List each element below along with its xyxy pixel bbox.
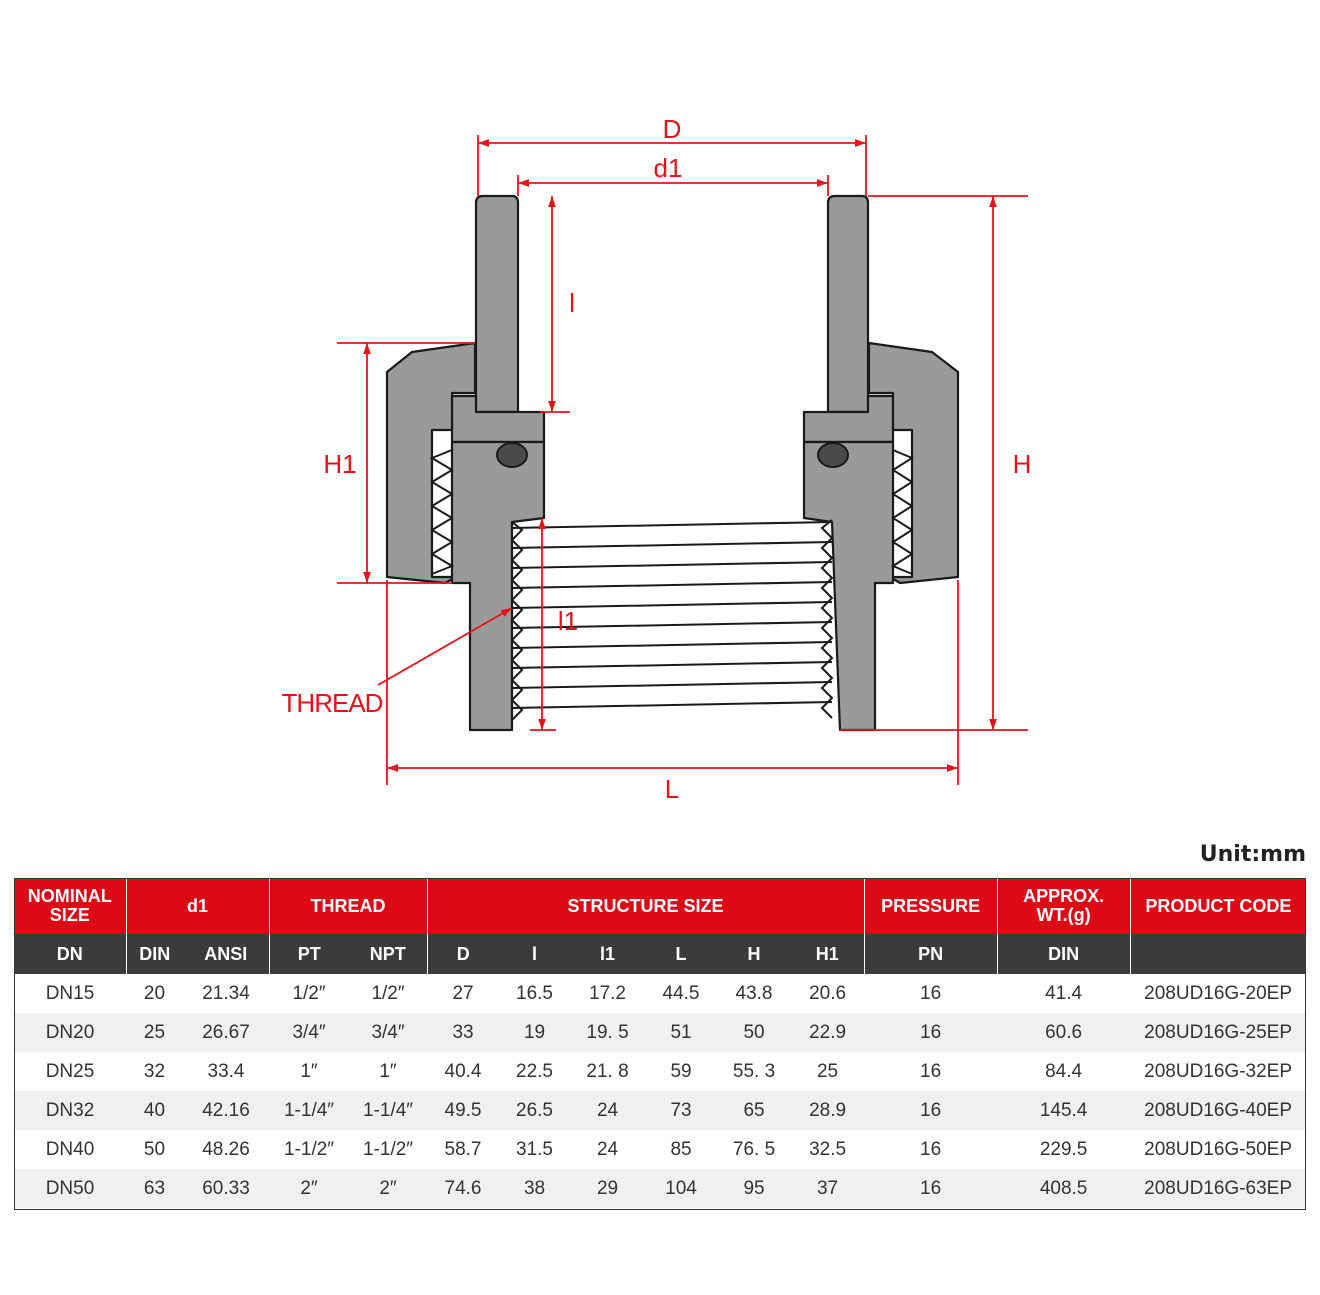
sub-header-pt: PT — [269, 934, 349, 974]
cell-din: 20 — [126, 974, 183, 1013]
cell-pt: 1-1/4″ — [269, 1091, 349, 1130]
cell-wt: 408.5 — [997, 1169, 1130, 1208]
cell-pt: 1″ — [269, 1052, 349, 1091]
sub-header-H1: H1 — [791, 934, 864, 974]
cell-H1: 28.9 — [791, 1091, 864, 1130]
cell-ansi: 33.4 — [183, 1052, 269, 1091]
label-l: l — [569, 288, 575, 318]
cell-din: 25 — [126, 1013, 183, 1052]
label-thread: THREAD — [281, 688, 383, 718]
cell-pt: 2″ — [269, 1169, 349, 1208]
cell-pn: 16 — [864, 1169, 997, 1208]
cell-L: 85 — [645, 1130, 717, 1169]
cell-wt: 41.4 — [997, 974, 1130, 1013]
cell-H: 55. 3 — [717, 1052, 791, 1091]
cell-l: 19 — [499, 1013, 570, 1052]
cell-din: 63 — [126, 1169, 183, 1208]
sub-header-D: D — [427, 934, 499, 974]
cell-pt: 1/2″ — [269, 974, 349, 1013]
table-row — [14, 974, 1306, 1013]
cell-npt: 3/4″ — [349, 1013, 427, 1052]
cell-npt: 1-1/2″ — [349, 1130, 427, 1169]
cell-L: 51 — [645, 1013, 717, 1052]
cell-D: 74.6 — [427, 1169, 499, 1208]
cell-pn: 16 — [864, 1052, 997, 1091]
cell-ansi: 26.67 — [183, 1013, 269, 1052]
cell-l: 16.5 — [499, 974, 570, 1013]
unit-label: Unit:mm — [1199, 842, 1306, 867]
cell-H1: 20.6 — [791, 974, 864, 1013]
sub-header-L: L — [645, 934, 717, 974]
cell-wt: 84.4 — [997, 1052, 1130, 1091]
cell-H: 65 — [717, 1091, 791, 1130]
cell-H: 76. 5 — [717, 1130, 791, 1169]
cell-ansi: 48.26 — [183, 1130, 269, 1169]
cell-H1: 37 — [791, 1169, 864, 1208]
cell-pn: 16 — [864, 1091, 997, 1130]
table-row — [14, 1052, 1306, 1091]
cell-ansi: 60.33 — [183, 1169, 269, 1208]
sub-header-row — [14, 934, 1306, 974]
cell-L: 59 — [645, 1052, 717, 1091]
cell-pn: 16 — [864, 974, 997, 1013]
group-header-row — [14, 878, 1306, 934]
cell-D: 58.7 — [427, 1130, 499, 1169]
sub-header-npt: NPT — [349, 934, 427, 974]
cell-L: 73 — [645, 1091, 717, 1130]
cell-code: 208UD16G-32EP — [1130, 1052, 1306, 1091]
socket-right-wall — [828, 196, 868, 412]
cell-wt: 229.5 — [997, 1130, 1130, 1169]
cell-code: 208UD16G-40EP — [1130, 1091, 1306, 1130]
cell-dn: DN40 — [14, 1130, 126, 1169]
cell-npt: 1″ — [349, 1052, 427, 1091]
tail-right — [804, 442, 893, 730]
socket-left-wall — [476, 196, 518, 412]
cell-D: 40.4 — [427, 1052, 499, 1091]
cell-ansi: 42.16 — [183, 1091, 269, 1130]
cell-L: 104 — [645, 1169, 717, 1208]
fitting-body — [387, 196, 958, 730]
cell-l1: 29 — [570, 1169, 645, 1208]
cell-D: 27 — [427, 974, 499, 1013]
sub-header-wt-din: DIN — [997, 934, 1130, 974]
cell-pn: 16 — [864, 1130, 997, 1169]
cell-pt: 3/4″ — [269, 1013, 349, 1052]
cell-ansi: 21.34 — [183, 974, 269, 1013]
cell-npt: 1/2″ — [349, 974, 427, 1013]
label-L: L — [664, 774, 680, 804]
cell-l1: 24 — [570, 1130, 645, 1169]
sub-header-dn: DN — [14, 934, 126, 974]
cell-din: 40 — [126, 1091, 183, 1130]
cell-H: 50 — [717, 1013, 791, 1052]
label-d1: d1 — [653, 153, 683, 183]
sub-header-ansi: ANSI — [183, 934, 269, 974]
cell-H1: 32.5 — [791, 1130, 864, 1169]
cell-dn: DN50 — [14, 1169, 126, 1208]
header-d1: d1 — [126, 878, 269, 934]
header-nominal-size: NOMINAL SIZE — [14, 878, 126, 934]
cell-l1: 17.2 — [570, 974, 645, 1013]
table-row — [14, 1130, 1306, 1169]
cell-npt: 2″ — [349, 1169, 427, 1208]
cell-code: 208UD16G-20EP — [1130, 974, 1306, 1013]
header-pressure: PRESSURE — [864, 878, 997, 934]
table-row — [14, 1091, 1306, 1130]
header-structure-size: STRUCTURE SIZE — [427, 878, 864, 934]
header-product-code: PRODUCT CODE — [1130, 878, 1306, 934]
cell-l: 38 — [499, 1169, 570, 1208]
cell-wt: 145.4 — [997, 1091, 1130, 1130]
sub-header-din: DIN — [126, 934, 183, 974]
sub-header-l1: l1 — [570, 934, 645, 974]
label-H1: H1 — [323, 449, 357, 479]
table-row — [14, 1169, 1306, 1208]
table-row — [14, 1013, 1306, 1052]
cell-code: 208UD16G-50EP — [1130, 1130, 1306, 1169]
cell-din: 50 — [126, 1130, 183, 1169]
header-approx-wt: APPROX. WT.(g) — [997, 878, 1130, 934]
cell-D: 49.5 — [427, 1091, 499, 1130]
cell-D: 33 — [427, 1013, 499, 1052]
cell-din: 32 — [126, 1052, 183, 1091]
cell-H1: 25 — [791, 1052, 864, 1091]
cell-dn: DN32 — [14, 1091, 126, 1130]
cell-H: 43.8 — [717, 974, 791, 1013]
cell-H1: 22.9 — [791, 1013, 864, 1052]
cell-H: 95 — [717, 1169, 791, 1208]
label-D: D — [662, 114, 682, 144]
cell-pt: 1-1/2″ — [269, 1130, 349, 1169]
label-H: H — [1012, 449, 1032, 479]
cell-L: 44.5 — [645, 974, 717, 1013]
label-l1: l1 — [557, 606, 579, 636]
header-thread: THREAD — [269, 878, 427, 934]
sub-header-H: H — [717, 934, 791, 974]
o-rings — [497, 443, 848, 467]
cell-l: 22.5 — [499, 1052, 570, 1091]
sub-header-pn: PN — [864, 934, 997, 974]
cell-l: 26.5 — [499, 1091, 570, 1130]
cell-dn: DN20 — [14, 1013, 126, 1052]
cell-code: 208UD16G-25EP — [1130, 1013, 1306, 1052]
cell-l1: 21. 8 — [570, 1052, 645, 1091]
cell-dn: DN15 — [14, 974, 126, 1013]
cell-l: 31.5 — [499, 1130, 570, 1169]
cell-npt: 1-1/4″ — [349, 1091, 427, 1130]
cell-dn: DN25 — [14, 1052, 126, 1091]
cell-code: 208UD16G-63EP — [1130, 1169, 1306, 1208]
spec-table — [14, 878, 1306, 1208]
cell-pn: 16 — [864, 1013, 997, 1052]
o-ring-left — [497, 443, 527, 467]
sub-header-l: l — [499, 934, 570, 974]
o-ring-right — [818, 443, 848, 467]
cell-l1: 19. 5 — [570, 1013, 645, 1052]
cell-l1: 24 — [570, 1091, 645, 1130]
cell-wt: 60.6 — [997, 1013, 1130, 1052]
sub-header-code — [1130, 934, 1306, 974]
